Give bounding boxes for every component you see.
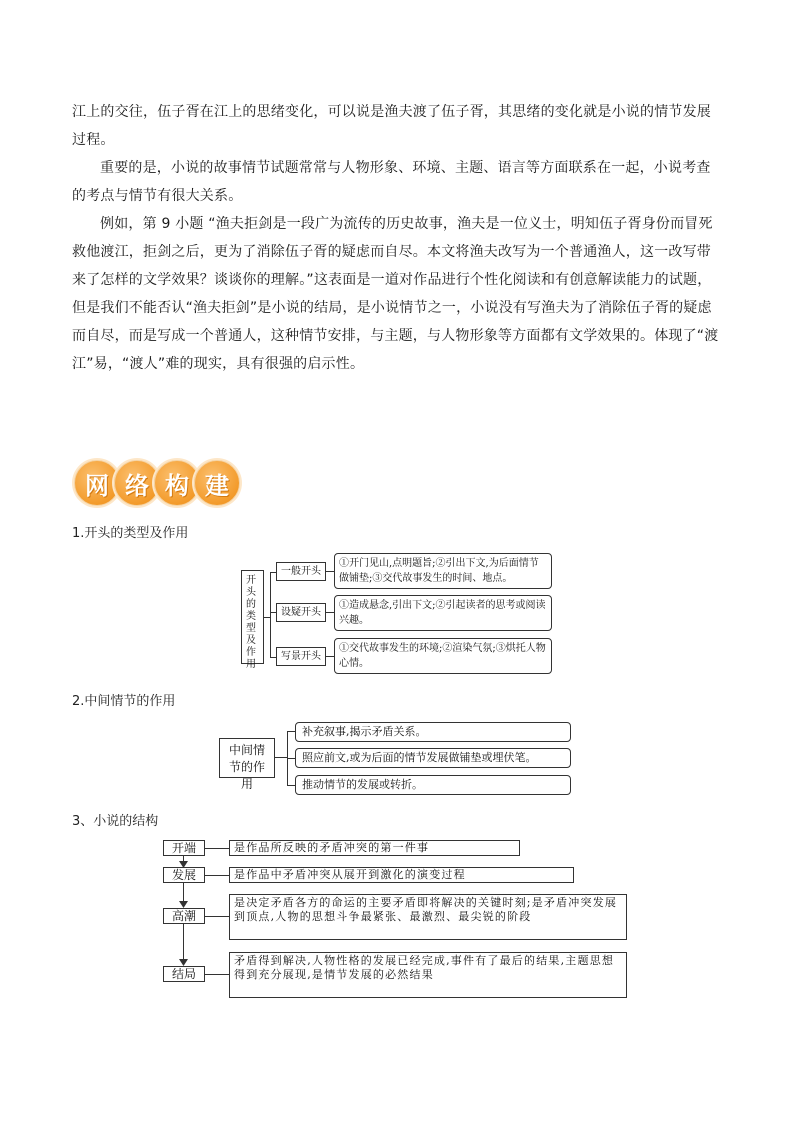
arrow-down-icon: [179, 901, 188, 908]
stage-label-development: 发展: [163, 867, 205, 883]
diagram1-root: 开头的类型及作用: [241, 570, 264, 664]
diagram2-item-3: 推动情节的发展或转折。: [295, 775, 571, 795]
stage-label-beginning: 开端: [163, 840, 205, 856]
banner-char: 络: [114, 460, 160, 506]
section-banner: [74, 460, 234, 506]
diagram2-item-1: 补充叙事,揭示矛盾关系。: [295, 722, 571, 742]
banner-char: 建: [194, 460, 240, 506]
stage-label-ending: 结局: [163, 966, 205, 982]
stage-desc-beginning: 是作品所反映的矛盾冲突的第一件事: [229, 840, 520, 856]
diagram1-desc-scenery: ①交代故事发生的环境;②渲染气氛;③烘托人物心情。: [334, 638, 552, 674]
heading-novel-structure: 3、小说的结构: [72, 814, 159, 829]
diagram1-label-general: 一般开头: [276, 562, 326, 581]
diagram1-label-suspense: 设疑开头: [276, 603, 326, 622]
banner-char: 构: [154, 460, 200, 506]
paragraph-1: 江上的交往，伍子胥在江上的思绪变化，可以说是渔夫渡了伍子胥，其思绪的变化就是小说的情节发展过程。: [72, 104, 711, 148]
stage-label-climax: 高潮: [163, 908, 205, 924]
paragraph-3: 例如，第 9 小题 “渔夫拒剑是一段广为流传的历史故事，渔夫是一位义士，明知伍子胥身份而冒死救他渡江，拒剑之后，更为了消除伍子胥的疑虑而自尽。本文将渔夫改写为一个普通渔人，这一改写带来了怎样的文学效果？谈谈你的理解。”这表面是一道对作品进行个性化阅读和有创意解读能力的试题，但是我们不能否认“渔夫拒剑”是小说的结局，是小说情节之一，小说没有写渔夫为了消除伍子胥的疑虑而自尽，而是写成一个普通人，这种情节安排，与主题，与人物形象等方面都有文学效果的。体现了“渡江”易，“渡人”难的现实，具有很强的启示性。: [72, 216, 719, 372]
diagram1-desc-general: ①开门见山,点明题旨;②引出下文,为后面情节做铺垫;③交代故事发生的时间、地点。: [334, 553, 552, 589]
diagram1-desc-suspense: ①造成悬念,引出下文;②引起读者的思考或阅读兴趣。: [334, 595, 552, 631]
stage-desc-development: 是作品中矛盾冲突从展开到激化的演变过程: [229, 867, 574, 883]
stage-desc-climax: 是决定矛盾各方的命运的主要矛盾即将解决的关键时刻;是矛盾冲突发展到顶点,人物的思想斗争最紧张、最激烈、最尖锐的阶段: [229, 894, 627, 940]
heading-middle-plot: 2.中间情节的作用: [72, 694, 176, 709]
paragraph-2: 重要的是，小说的故事情节试题常常与人物形象、环境、主题、语言等方面联系在一起，小说考查的考点与情节有很大关系。: [72, 160, 711, 204]
banner-char: 网: [74, 460, 120, 506]
heading-opening-types: 1.开头的类型及作用: [72, 526, 189, 541]
diagram2-item-2: 照应前文,或为后面的情节发展做铺垫或埋伏笔。: [295, 748, 571, 768]
arrow-down-icon: [179, 959, 188, 966]
stage-desc-ending: 矛盾得到解决,人物性格的发展已经完成,事件有了最后的结果,主题思想得到充分展现,是情节发展的必然结果: [229, 952, 627, 998]
diagram1-label-scenery: 写景开头: [276, 647, 326, 666]
diagram2-root: 中间情节的作用: [219, 738, 275, 778]
